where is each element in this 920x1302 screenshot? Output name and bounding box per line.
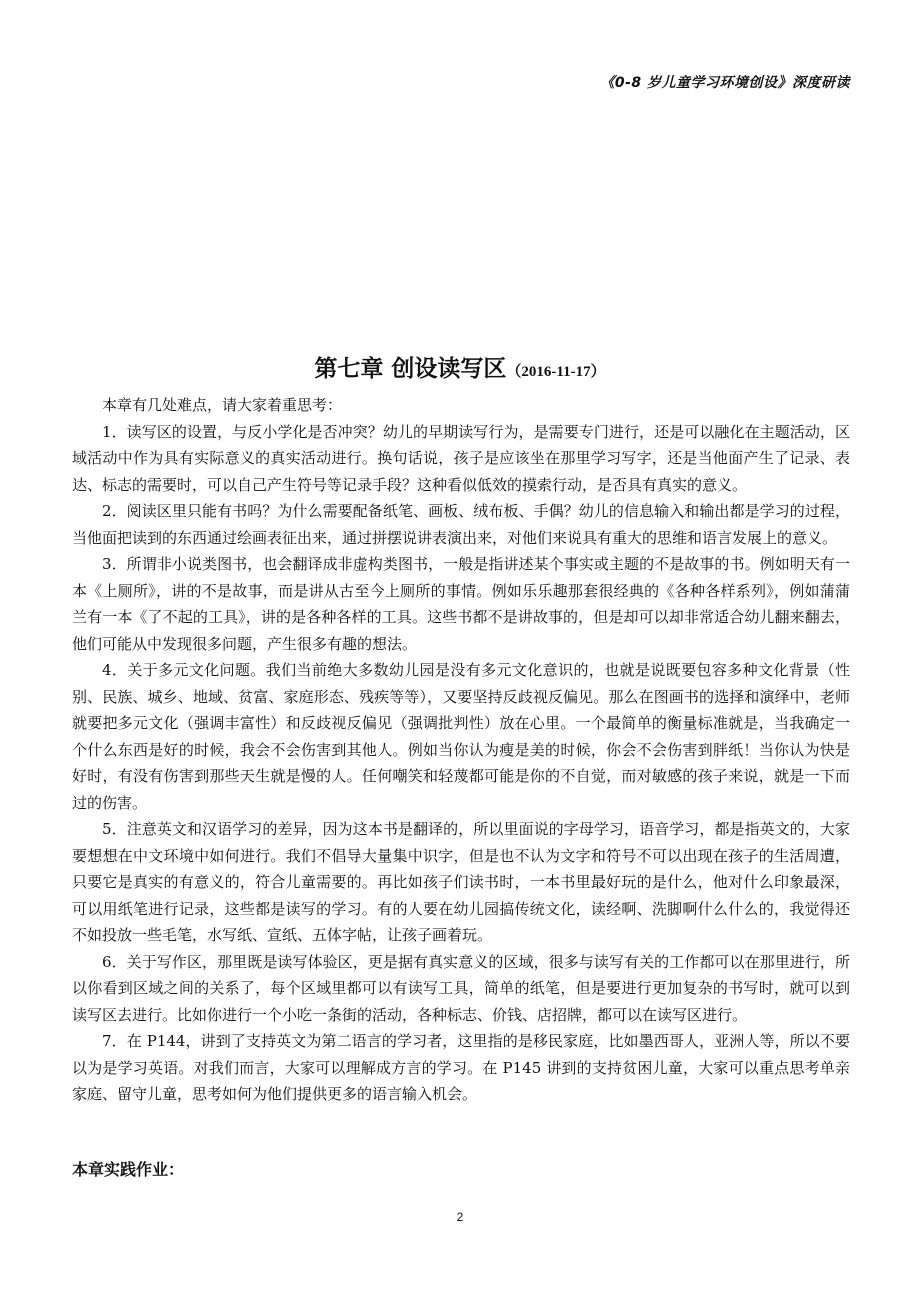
- paragraph-5: 5．注意英文和汉语学习的差异，因为这本书是翻译的，所以里面说的字母学习，语音学习，都是指英文的，大家要想想在中文环境中如何进行。我们不倡导大量集中识字，但是也不认为文字和符号不可以出现在孩子的生活周遭，只要它是真实的有意义的，符合儿童需要的。再比如孩子们读书时，一本书里最好玩的是什么，他对什么印象最深，可以用纸笔进行记录，这些都是读写的学习。有的人要在幼儿园搞传统文化，读经啊、洗脚啊什么什么的，我觉得还不如投放一些毛笔，水写纸、宣纸、五体字帖，让孩子画着玩。: [72, 820, 850, 944]
- running-header: 《0-8 岁儿童学习环境创设》深度研读: [600, 75, 850, 91]
- paragraph-2: 2．阅读区里只能有书吗？为什么需要配备纸笔、画板、绒布板、手偶？幼儿的信息输入和输出都是学习的过程，当他面把读到的东西通过绘画表征出来，通过拼摆说讲表演出来，对他们来说具有重大的思维和语言发展上的意义。: [72, 502, 850, 547]
- paragraph-7: 7．在 P144，讲到了支持英文为第二语言的学习者，这里指的是移民家庭，比如墨西哥人，亚洲人等，所以不要以为是学习英语。对我们而言，大家可以理解成方言的学习。在 P145 讲到的支持贫困儿童，大家可以重点思考单亲家庭、留守儿童，思考如何为他们提供更多的语言输入机会。: [72, 1032, 850, 1103]
- paragraph-6: 6．关于写作区，那里既是读写体验区，更是据有真实意义的区域，很多与读写有关的工作都可以在那里进行，所以你看到区域之间的关系了，每个区域里都可以有读写工具，简单的纸笔，但是要进行更加复杂的书写时，就可以到读写区去进行。比如你进行一个小吃一条街的活动，各种标志、价钱、店招牌，都可以在读写区进行。: [72, 952, 850, 1024]
- chapter-title: [0, 350, 920, 383]
- intro-paragraph: 本章有几处难点，请大家着重思考：: [102, 396, 343, 414]
- paragraph-1: 1．读写区的设置，与反小学化是否冲突？幼儿的早期读写行为，是需要专门进行，还是可以融化在主题活动，区域活动中作为具有实际意义的真实活动进行。换句话说，孩子是应该坐在那里学习写字，还是当他面产生了记录、表达、标志的需要时，可以自己产生符号等记录手段？这种看似低效的摸索行动，是否具有真实的意义。: [72, 422, 850, 494]
- chapter-title-main: 第七章 创设读写区: [314, 356, 507, 382]
- page-number: 2: [456, 1210, 464, 1224]
- practice-heading: 本章实践作业：: [72, 1160, 185, 1179]
- paragraph-3: 3．所谓非小说类图书，也会翻译成非虚构类图书，一般是指讲述某个事实或主题的不是故事的书。例如明天有一本《上厕所》，讲的不是故事，而是讲从古至今上厕所的事情。例如乐乐趣那套很经典的《各种各样系列》，例如蒲蒲兰有一本《了不起的工具》，讲的是各种各样的工具。这些书都不是讲故事的，但是却可以却非常适合幼儿翻来翻去，他们可能从中发现很多问题，产生很多有趣的想法。: [72, 555, 850, 653]
- paragraph-4: 4．关于多元文化问题。我们当前绝大多数幼儿园是没有多元文化意识的，也就是说既要包容多种文化背景（性别、民族、城乡、地域、贫富、家庭形态、残疾等等），又要坚持反歧视反偏见。那么在图画书的选择和演绎中，老师就要把多元文化（强调丰富性）和反歧视反偏见（强调批判性）放在心里。一个最简单的衡量标准就是，当我确定一个什么东西是好的时候，我会不会伤害到其他人。例如当你认为瘦是美的时候，你会不会伤害到胖纸！当你认为快是好时，有没有伤害到那些天生就是慢的人。任何嘲笑和轻蔑都可能是你的不自觉，而对敏感的孩子来说，就是一下而过的伤害。: [72, 661, 850, 812]
- chapter-body: [72, 392, 850, 1108]
- chapter-date: （2016-11-17）: [506, 364, 606, 380]
